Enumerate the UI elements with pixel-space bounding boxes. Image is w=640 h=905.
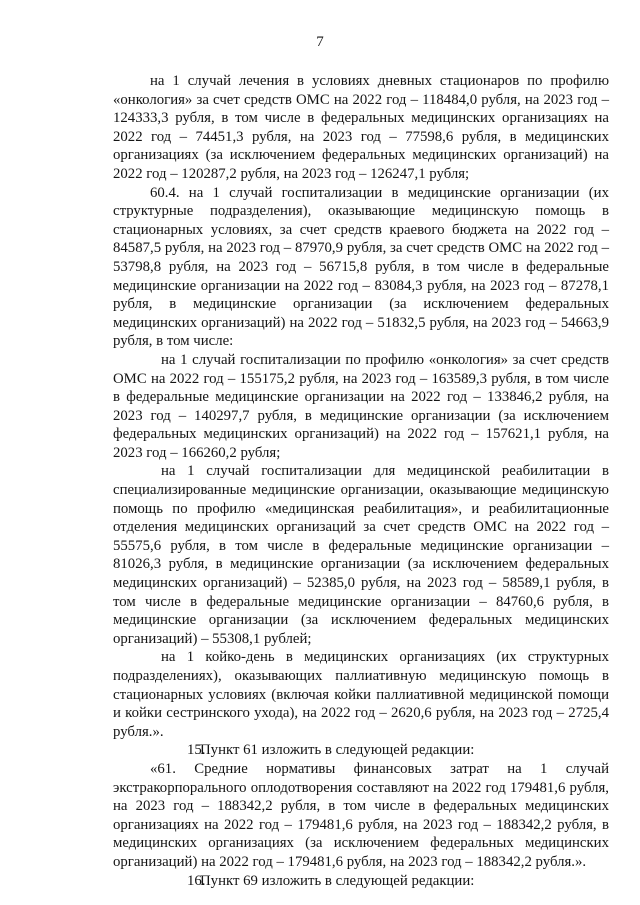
paragraph-medical-rehabilitation: на 1 случай госпитализации для медицинской реабилитации в специализированные медицинские организации, оказывающие медицинскую помощь по профилю «медицинская реабилитация», и реабилитационные отделения медицинских организаций за счет средств ОМС на 2022 год – 55575,6 рубля, в том числе в федеральные медицинские организации – 81026,3 рубля, в медицинские организации (за исключением федеральных медицинских организаций) – 52385,0 рубля, на 2023 год – 58589,1 рубля, в том числе в федеральные медицинские организации – 84760,6 рубля, в медицинские организации (за исключением федеральных медицинских организаций) – 55308,1 рублей; xyxy=(113,463,609,647)
paragraph-oncology-day-hospital: на 1 случай лечения в условиях дневных стационаров по профилю «онкология» за счет средств ОМС на 2022 год – 118484,0 рубля, на 2023 год – 124333,3 рубля, в том числе в федеральных медицинских организациях на 2022 год – 74451,3 рубля, на 2023 год – 77598,6 рубля, в медицинских организациях (за исключением федеральных медицинских организаций) на 2022 год – 120287,2 рубля, на 2023 год – 126247,1 рубля; xyxy=(113,73,609,182)
page-number: 7 xyxy=(316,34,324,50)
paragraph-palliative-bed-day: на 1 койко-день в медицинских организациях (их структурных подразделениях), оказывающих паллиативную медицинскую помощь в стационарных условиях (включая койки паллиативной медицинской помощи и койки сестринского ухода), на 2022 год – 2620,6 рубля, на 2023 год – 2725,4 рубля.». xyxy=(113,649,609,740)
item-text: Пункт 69 изложить в следующей редакции: xyxy=(200,872,475,889)
item-text: Пункт 61 изложить в следующей редакции: xyxy=(200,742,475,759)
list-item-15 xyxy=(113,741,609,760)
paragraph-61-ivf: «61. Средние нормативы финансовых затрат на 1 случай экстракорпорального оплодотворения составляют на 2022 год 179481,6 рубля, на 2023 год – 188342,2 рубля, в том числе в федеральных медицинских организациях на 2022 год – 179481,6 рубля, на 2023 год – 188342,2 рубля, в медицинских организациях (за исключением федеральных медицинских организаций) на 2022 год – 179481,6 рубля, на 2023 год – 188342,2 рубля.». xyxy=(113,760,609,870)
paragraph-oncology-hospitalization: на 1 случай госпитализации по профилю «онкология» за счет средств ОМС на 2022 год – 155175,2 рубля, на 2023 год – 163589,3 рубля, в том числе в федеральные медицинские организации на 2022 год – 133846,2 рубля, на 2023 год – 140297,7 рубля, в медицинские организации (за исключением федеральных медицинских организаций) на 2022 год – 157621,1 рубля, на 2023 год – 166260,2 рубля; xyxy=(113,351,609,461)
paragraph-60-4: 60.4. на 1 случай госпитализации в медицинские организации (их структурные подразделения), оказывающие медицинскую помощь в стационарных условиях, за счет средств краевого бюджета на 2022 год – 84587,5 рубля, на 2023 год – 87970,9 рубля, за счет средств ОМС на 2022 год – 53798,8 рубля, на 2023 год – 56715,8 рубля, в том числе в федеральные медицинские организации на 2022 год – 83084,3 рубля, на 2023 год – 87278,1 рубля, в медицинские организации (за исключением федеральных медицинских организаций) на 2022 год – 51832,5 рубля, на 2023 год – 54663,9 рубля, в том числе: xyxy=(113,184,609,350)
list-item-16 xyxy=(113,872,609,891)
item-number: 15. xyxy=(187,742,206,759)
item-number: 16. xyxy=(187,872,206,889)
document-body xyxy=(113,72,609,890)
